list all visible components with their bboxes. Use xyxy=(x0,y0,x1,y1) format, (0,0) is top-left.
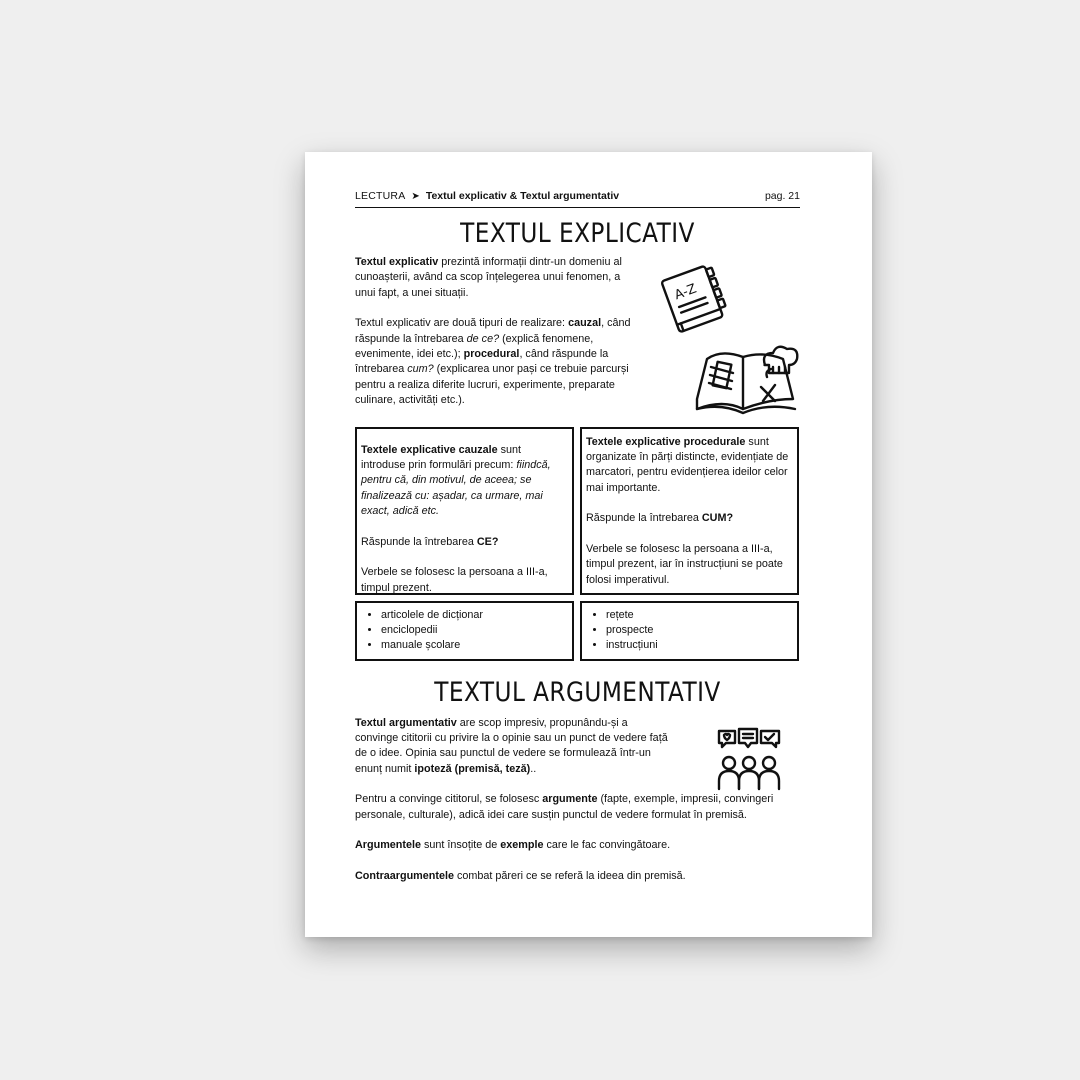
bold-term: exemple xyxy=(500,839,544,852)
text-span: prezintă informații dintr-un domeniu al cunoașterii, având ca scop înțelegerea unui fenomen, a unui fapt, a unei situații. xyxy=(355,256,622,299)
box-procedural xyxy=(580,427,799,595)
text-span: Pentru a convinge cititorul, se folosesc xyxy=(355,793,543,806)
svg-text:A-Z: A-Z xyxy=(672,281,699,304)
argumentativ-paragraph-2 xyxy=(355,792,800,823)
argumentativ-title: TEXTUL ARGUMENTATIV xyxy=(434,676,721,708)
page-number: pag. 21 xyxy=(764,190,800,202)
italic-term: de ce? xyxy=(466,332,500,345)
bold-term: CUM? xyxy=(701,512,734,525)
text-span: , când răspunde la întrebarea xyxy=(355,317,631,345)
explicativ-paragraph-2 xyxy=(355,316,633,408)
text-span: (explică fenomene, evenimente, idei etc.); xyxy=(355,332,594,361)
bold-term: Textul explicativ xyxy=(355,256,439,268)
document-page xyxy=(305,152,872,937)
page-header xyxy=(355,189,800,208)
text-span: combat păreri ce se referă la ideea din premisă. xyxy=(454,869,686,882)
box-procedural-desc xyxy=(586,435,793,497)
text-span: .. xyxy=(530,762,537,775)
list-cauzal-box xyxy=(355,601,574,661)
explicativ-types-boxes xyxy=(355,427,800,595)
bold-term: procedural xyxy=(463,348,520,361)
bold-term: CE? xyxy=(476,535,499,548)
argumentativ-paragraph-3 xyxy=(355,838,800,853)
list-procedural-box xyxy=(580,601,799,661)
debate-people-icon xyxy=(715,727,785,793)
bold-term: Argumentele xyxy=(355,839,421,852)
text-span: Răspunde la întrebarea xyxy=(361,535,477,548)
text-span: sunt introduse prin formulări precum: xyxy=(361,443,522,472)
text-span: are scop impresiv, propunându-și a convinge cititorii cu privire la o opinie sau un punct de vedere față de o idee. Opinia sau punctul de vedere se formulează într-un enunț numit xyxy=(355,716,668,775)
arrow-right-icon: ➤ xyxy=(411,190,420,202)
list-cauzal xyxy=(363,608,566,654)
list-item: • rețete xyxy=(606,608,791,623)
header-subtitle: Textul explicativ & Textul argumentativ xyxy=(425,190,620,202)
text-span: sunt organizate în părți distincte, evidențiate de marcatori, pentru evidențierea ideilor celor mai importante. xyxy=(586,435,789,494)
argumentativ-paragraph-4 xyxy=(355,869,800,884)
text-span: sunt însoțite de xyxy=(421,839,501,852)
italic-term: fiindcă, pentru că, din motivul, de aceea; se finalizează cu: așadar, ca urmare, mai exact, adică etc. xyxy=(361,459,551,518)
list-procedural xyxy=(588,608,791,654)
text-span: Textul explicativ are două tipuri de realizare: xyxy=(355,317,569,330)
explicativ-examples-boxes xyxy=(355,601,800,661)
explicativ-paragraph-1 xyxy=(355,255,633,301)
text-span: care le fac convingătoare. xyxy=(543,839,671,852)
text-span: (fapte, exemple, impresii, convingeri personale, culturale), adică idei care susțin punctul de vedere formulat în premisă. xyxy=(355,793,774,821)
bold-term: cauzal xyxy=(568,317,602,330)
list-item: • prospecte xyxy=(606,623,791,638)
argumentativ-paragraph-1 xyxy=(355,716,670,778)
bold-term: argumente xyxy=(542,793,598,806)
text-span: (explicarea unor pași ce trebuie parcurși pentru a realiza diferite lucruri, experimente, preparate culinare, activități etc.). xyxy=(355,363,629,407)
header-section: LECTURA xyxy=(355,190,406,202)
bold-term: Textele explicative cauzale xyxy=(361,443,498,456)
list-item: • manuale școlare xyxy=(381,638,566,653)
cookbook-icon xyxy=(691,329,801,419)
bold-term: Contraargumentele xyxy=(355,869,454,882)
box-cauzal xyxy=(355,427,574,595)
page-content xyxy=(355,189,800,884)
dictionary-book-icon xyxy=(655,261,735,335)
box-procedural-verbs: Verbele se folosesc la persoana a III-a, timpul prezent, iar în instrucțiuni se poate folosi imperativul. xyxy=(586,542,783,586)
text-span: , când răspunde la întrebarea xyxy=(355,348,609,376)
italic-term: cum? xyxy=(407,363,434,376)
box-cauzal-verbs: Verbele se folosesc la persoana a III-a, timpul prezent. xyxy=(361,566,548,594)
box-cauzal-desc xyxy=(361,443,568,520)
list-item: • instrucțiuni xyxy=(606,638,791,653)
box-cauzal-question xyxy=(361,535,568,550)
bold-term: Textele explicative procedurale xyxy=(586,435,746,448)
explicativ-title: TEXTUL EXPLICATIV xyxy=(460,218,695,249)
bold-term: Textul argumentativ xyxy=(355,716,457,729)
text-span: Răspunde la întrebarea xyxy=(586,512,702,525)
bold-term: ipoteză (premisă, teză) xyxy=(414,762,531,775)
list-item: • enciclopedii xyxy=(381,623,566,638)
list-item: • articolele de dicționar xyxy=(381,608,566,623)
box-procedural-question xyxy=(586,511,793,526)
